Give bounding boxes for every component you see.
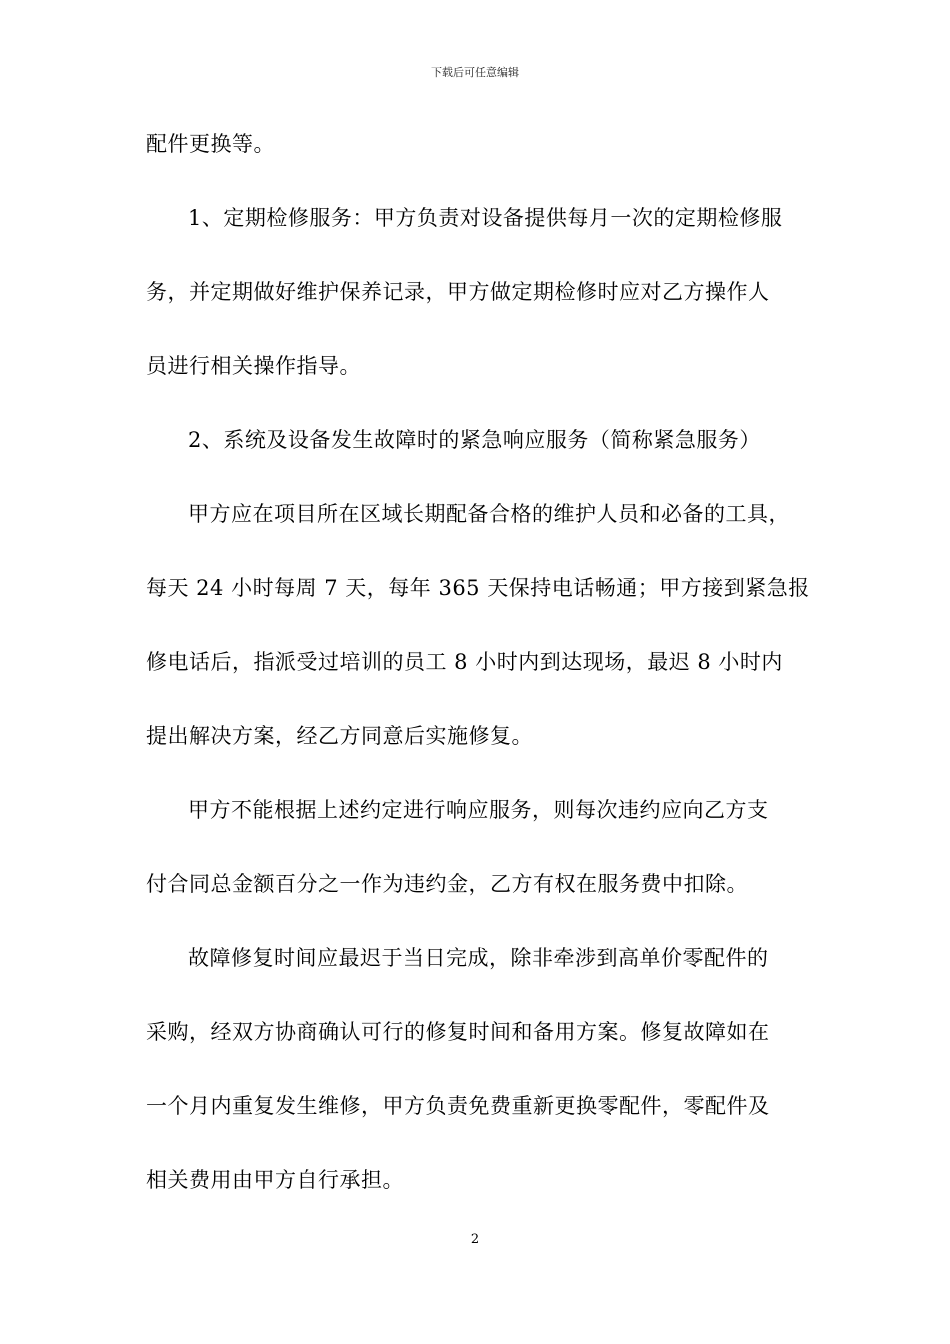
text-line: 1、定期检修服务：甲方负责对设备提供每月一次的定期检修服 bbox=[188, 206, 783, 230]
text-line: 一个月内重复发生维修，甲方负责免费重新更换零配件，零配件及 bbox=[146, 1094, 770, 1118]
text-line: 付合同总金额百分之一作为违约金，乙方有权在服务费中扣除。 bbox=[146, 872, 748, 896]
text-line: 修电话后，指派受过培训的员工 8 小时内到达现场，最迟 8 小时内 bbox=[146, 650, 783, 674]
document-body bbox=[146, 127, 836, 1237]
page-header: 下载后可任意编辑 bbox=[431, 66, 519, 79]
text-line: 每天 24 小时每周 7 天，每年 365 天保持电话畅通；甲方接到紧急报 bbox=[146, 576, 810, 600]
text-line: 配件更换等。 bbox=[146, 132, 275, 156]
text-line: 甲方应在项目所在区域长期配备合格的维护人员和必备的工具， bbox=[188, 502, 790, 526]
text-line: 故障修复时间应最迟于当日完成，除非牵涉到高单价零配件的 bbox=[188, 946, 769, 970]
text-line: 提出解决方案，经乙方同意后实施修复。 bbox=[146, 724, 533, 748]
text-line: 2、系统及设备发生故障时的紧急响应服务（简称紧急服务） bbox=[188, 428, 761, 452]
text-line: 甲方不能根据上述约定进行响应服务，则每次违约应向乙方支 bbox=[188, 798, 769, 822]
text-line: 采购，经双方协商确认可行的修复时间和备用方案。修复故障如在 bbox=[146, 1020, 770, 1044]
text-line: 相关费用由甲方自行承担。 bbox=[146, 1168, 404, 1192]
text-line: 务，并定期做好维护保养记录，甲方做定期检修时应对乙方操作人 bbox=[146, 280, 770, 304]
page-number: 2 bbox=[470, 1232, 480, 1247]
text-line: 员进行相关操作指导。 bbox=[146, 354, 361, 378]
